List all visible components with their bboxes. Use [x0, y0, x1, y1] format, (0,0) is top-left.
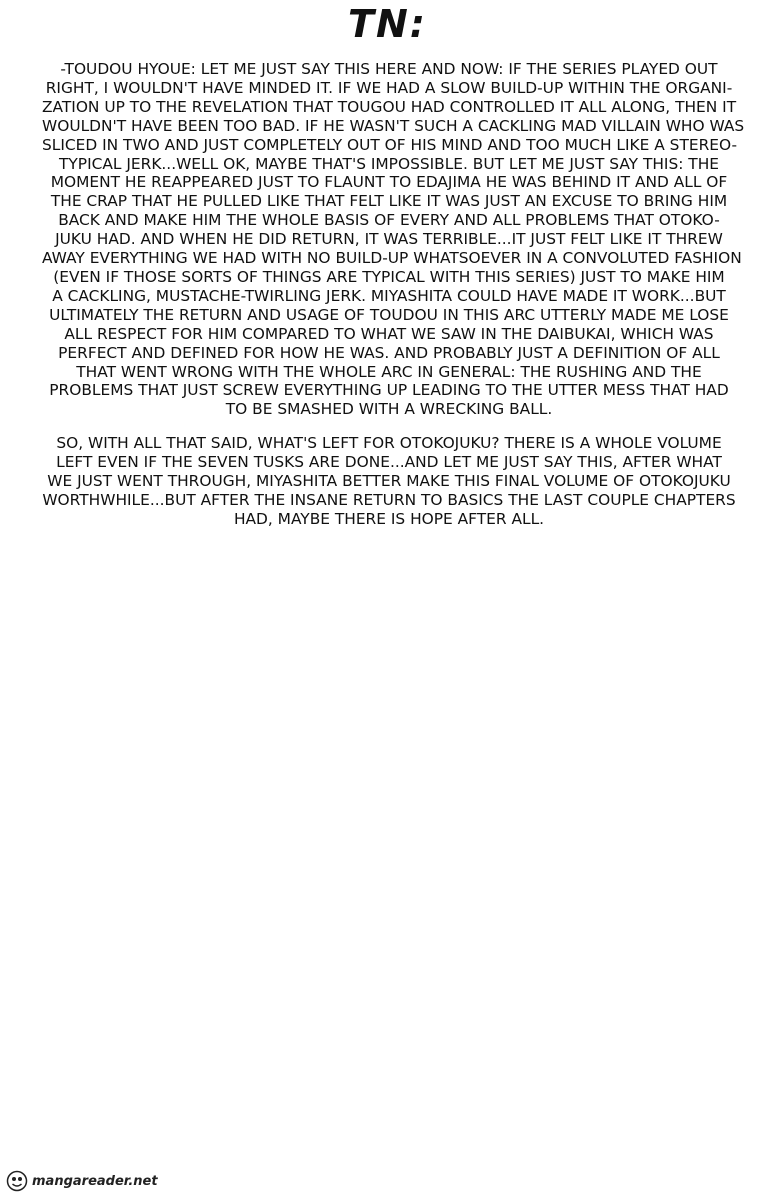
page-title: TN:	[348, 2, 427, 46]
note-line: WORTHWHILE...BUT AFTER THE INSANE RETURN TO BASICS THE LAST COUPLE CHAPTERS	[42, 490, 736, 509]
note-line: SO, WITH ALL THAT SAID, WHAT'S LEFT FOR OTOKOJUKU? THERE IS A WHOLE VOLUME	[56, 434, 722, 453]
note-line: WOULDN'T HAVE BEEN TOO BAD. IF HE WASN'T SUCH A CACKLING MAD VILLAIN WHO WAS	[42, 116, 745, 135]
watermark-text: mangareader.net	[32, 1173, 158, 1189]
note-line: AWAY EVERYTHING WE HAD WITH NO BUILD-UP WHATSOEVER IN A CONVOLUTED FASHION	[42, 249, 742, 268]
note-line: JUKU HAD. AND WHEN HE DID RETURN, IT WAS TERRIBLE...IT JUST FELT LIKE IT THREW	[55, 230, 723, 249]
note-line: THE CRAP THAT HE PULLED LIKE THAT FELT LIKE IT WAS JUST AN EXCUSE TO BRING HIM	[50, 192, 728, 211]
watermark	[6, 1170, 158, 1192]
note-line: WE JUST WENT THROUGH, MIYASHITA BETTER MAKE THIS FINAL VOLUME OF OTOKOJUKU	[47, 472, 731, 491]
note-line: PROBLEMS THAT JUST SCREW EVERYTHING UP LEADING TO THE UTTER MESS THAT HAD	[49, 381, 729, 400]
note-line: A CACKLING, MUSTACHE-TWIRLING JERK. MIYASHITA COULD HAVE MADE IT WORK...BUT	[52, 286, 726, 305]
note-paragraph-1	[42, 60, 745, 419]
note-line: LEFT EVEN IF THE SEVEN TUSKS ARE DONE...AND LET ME JUST SAY THIS, AFTER WHAT	[56, 453, 722, 472]
note-line: PERFECT AND DEFINED FOR HOW HE WAS. AND PROBABLY JUST A DEFINITION OF ALL	[58, 343, 720, 362]
note-line: (EVEN IF THOSE SORTS OF THINGS ARE TYPICAL WITH THIS SERIES) JUST TO MAKE HIM	[53, 267, 725, 286]
note-line: ALL RESPECT FOR HIM COMPARED TO WHAT WE SAW IN THE DAIBUKAI, WHICH WAS	[64, 324, 714, 343]
note-line: HAD, MAYBE THERE IS HOPE AFTER ALL.	[233, 509, 545, 528]
note-line: RIGHT, I WOULDN'T HAVE MINDED IT. IF WE HAD A SLOW BUILD-UP WITHIN THE ORGANI-	[45, 78, 733, 97]
note-line: ULTIMATELY THE RETURN AND USAGE OF TOUDOU IN THIS ARC UTTERLY MADE ME LOSE	[49, 305, 729, 324]
note-line: TO BE SMASHED WITH A WRECKING BALL.	[225, 400, 553, 419]
note-line: SLICED IN TWO AND JUST COMPLETELY OUT OF HIS MIND AND TOO MUCH LIKE A STEREO-	[42, 135, 738, 154]
note-paragraph-2	[42, 434, 736, 529]
note-line: THAT WENT WRONG WITH THE WHOLE ARC IN GENERAL: THE RUSHING AND THE	[76, 362, 702, 381]
note-line: MOMENT HE REAPPEARED JUST TO FLAUNT TO EDAJIMA HE WAS BEHIND IT AND ALL OF	[50, 173, 728, 192]
note-line: ZATION UP TO THE REVELATION THAT TOUGOU HAD CONTROLLED IT ALL ALONG, THEN IT	[42, 97, 737, 116]
note-line: -TOUDOU HYOUE: LET ME JUST SAY THIS HERE AND NOW: IF THE SERIES PLAYED OUT	[60, 60, 718, 78]
translator-notes	[42, 60, 745, 529]
note-line: BACK AND MAKE HIM THE WHOLE BASIS OF EVERY AND ALL PROBLEMS THAT OTOKO-	[58, 211, 720, 230]
mangareader-logo-icon	[6, 1170, 28, 1192]
note-line: TYPICAL JERK...WELL OK, MAYBE THAT'S IMPOSSIBLE. BUT LET ME JUST SAY THIS: THE	[59, 154, 719, 173]
